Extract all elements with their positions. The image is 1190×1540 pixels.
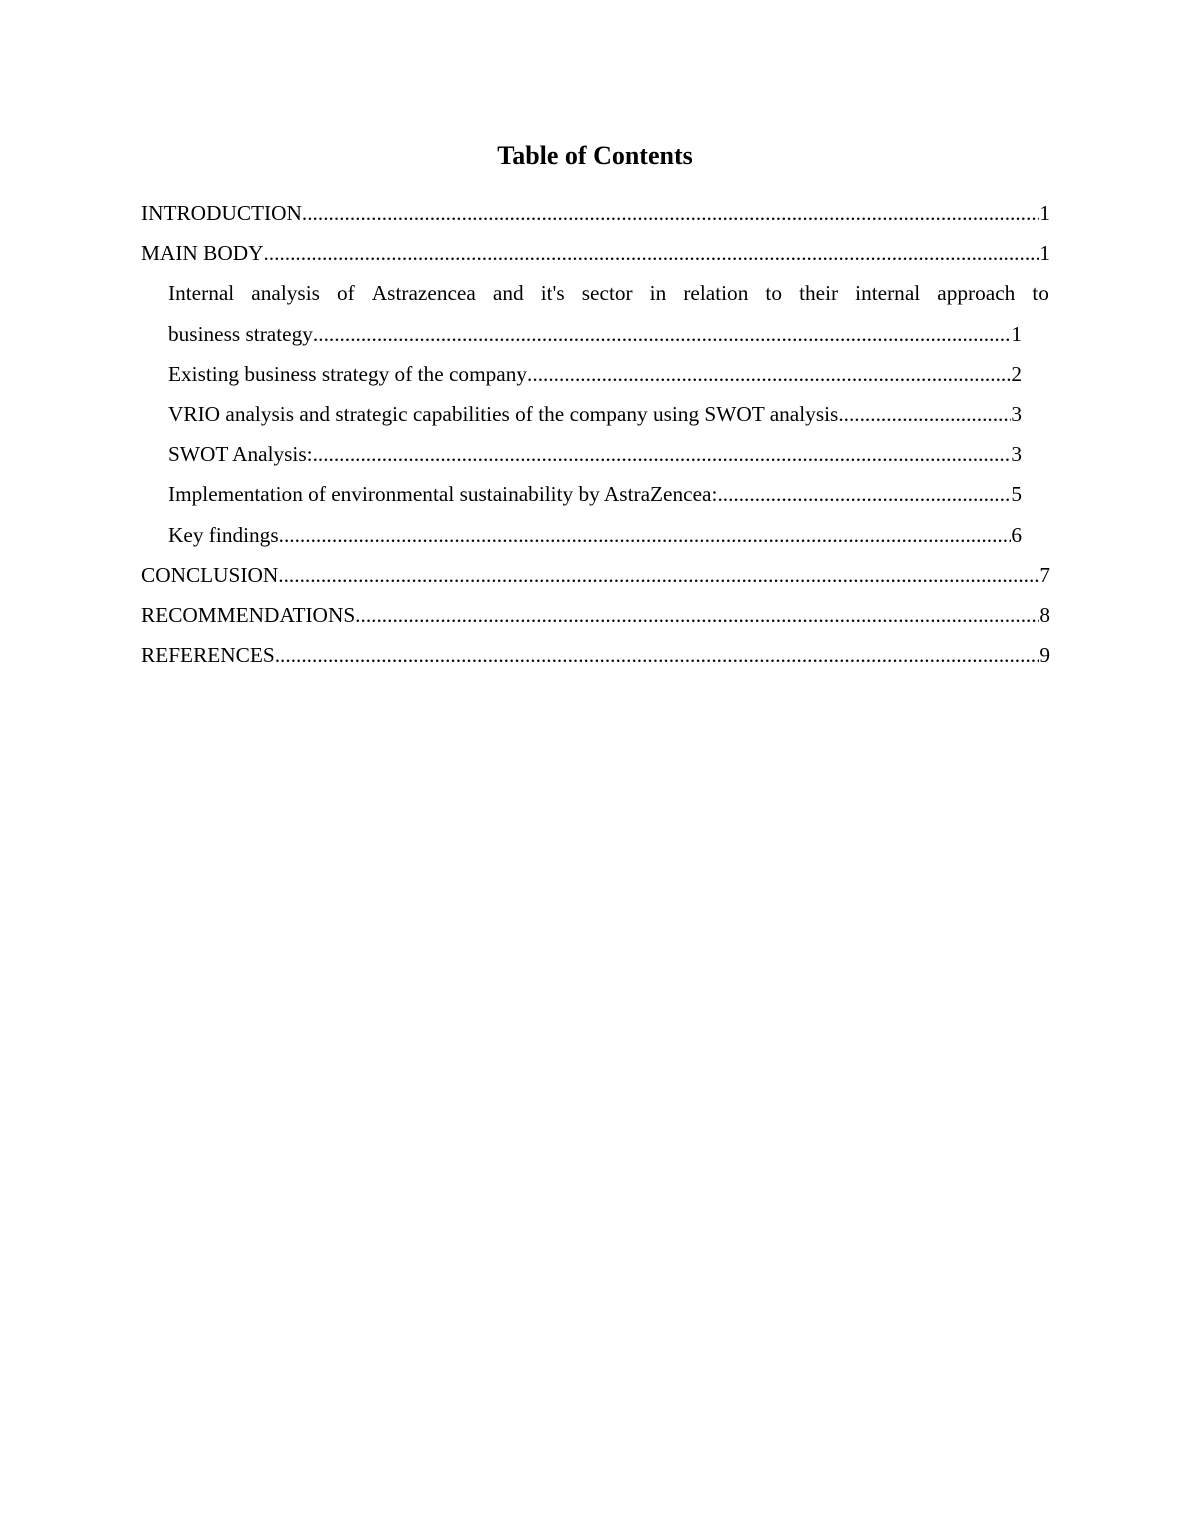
toc-entry-word: and: [492, 281, 524, 306]
toc-entry-word: to: [765, 281, 782, 306]
toc-dot-leader: [717, 474, 1011, 514]
toc-dot-leader: [302, 193, 1039, 233]
toc-entry-word: of: [336, 281, 355, 306]
toc-entry-vrio-analysis[interactable]: [168, 394, 1022, 434]
toc-title: Table of Contents: [497, 141, 693, 170]
toc-entry-word: to: [1032, 281, 1049, 306]
toc-entry-text: Key findings: [168, 522, 279, 547]
toc-page-number: 2: [1011, 361, 1022, 386]
toc-entry-swot-analysis[interactable]: [168, 434, 1022, 474]
toc-dot-leader: [313, 434, 1012, 474]
toc-entry-environmental-sustainability[interactable]: [168, 474, 1022, 514]
toc-page-number: 1: [1011, 321, 1022, 346]
toc-entry-text: Implementation of environmental sustainability by AstraZencea:: [168, 482, 718, 507]
toc-entry-text: INTRODUCTION: [141, 201, 302, 225]
toc-entry-word: internal: [855, 281, 921, 306]
toc-page-number: 8: [1039, 603, 1050, 628]
toc-entry-word: sector: [581, 281, 633, 306]
toc-entry-text: SWOT Analysis:: [168, 442, 313, 467]
toc-dot-leader: [838, 394, 1011, 434]
toc-entry-word: analysis: [251, 281, 320, 306]
toc-entry-text: RECOMMENDATIONS: [141, 603, 356, 628]
toc-entry-text-first-line: [168, 273, 1049, 313]
toc-dot-leader: [275, 635, 1040, 675]
toc-dot-leader: [278, 555, 1039, 595]
toc-entry-introduction[interactable]: [141, 193, 1050, 233]
toc-entry-references[interactable]: [141, 635, 1050, 675]
toc-entry-existing-strategy[interactable]: [168, 354, 1022, 394]
toc-dot-leader: [279, 515, 1012, 555]
toc-page-number: 7: [1039, 562, 1050, 587]
toc-entry-word: it's: [540, 281, 565, 306]
toc-page-number: 1: [1039, 241, 1050, 266]
toc-dot-leader: [263, 233, 1039, 273]
toc-entry-main-body[interactable]: [141, 233, 1050, 273]
toc-entry-word: Internal: [168, 281, 235, 306]
toc-entry-text: CONCLUSION: [141, 562, 279, 587]
toc-entry-text: business strategy: [168, 321, 313, 346]
toc-entry-text: Existing business strategy of the company: [168, 361, 528, 386]
toc-entry-internal-analysis[interactable]: [168, 273, 1049, 353]
toc-list: [141, 193, 1051, 675]
toc-page-number: 3: [1011, 442, 1022, 467]
toc-dot-leader: [527, 354, 1011, 394]
toc-dot-leader: [355, 595, 1039, 635]
toc-entry-text: REFERENCES: [141, 643, 275, 668]
toc-page-number: 3: [1011, 402, 1022, 427]
toc-entry-word: Astrazencea: [371, 281, 476, 306]
toc-entry-word: their: [799, 281, 839, 306]
toc-page-number: 9: [1039, 643, 1050, 668]
toc-entry-word: relation: [683, 281, 749, 306]
toc-page-number: 6: [1011, 522, 1022, 547]
toc-entry-text: VRIO analysis and strategic capabilities of the company using SWOT analysis: [168, 402, 839, 427]
toc-dot-leader: [313, 314, 1011, 354]
toc-entry-text: MAIN BODY: [141, 241, 264, 266]
toc-page-number: 1: [1039, 201, 1050, 225]
toc-page-number: 5: [1011, 482, 1022, 507]
toc-entry-key-findings[interactable]: [168, 515, 1022, 555]
toc-entry-word: approach: [937, 281, 1016, 306]
toc-entry-conclusion[interactable]: [141, 555, 1050, 595]
toc-entry-recommendations[interactable]: [141, 595, 1050, 635]
toc-entry-word: in: [649, 281, 667, 306]
